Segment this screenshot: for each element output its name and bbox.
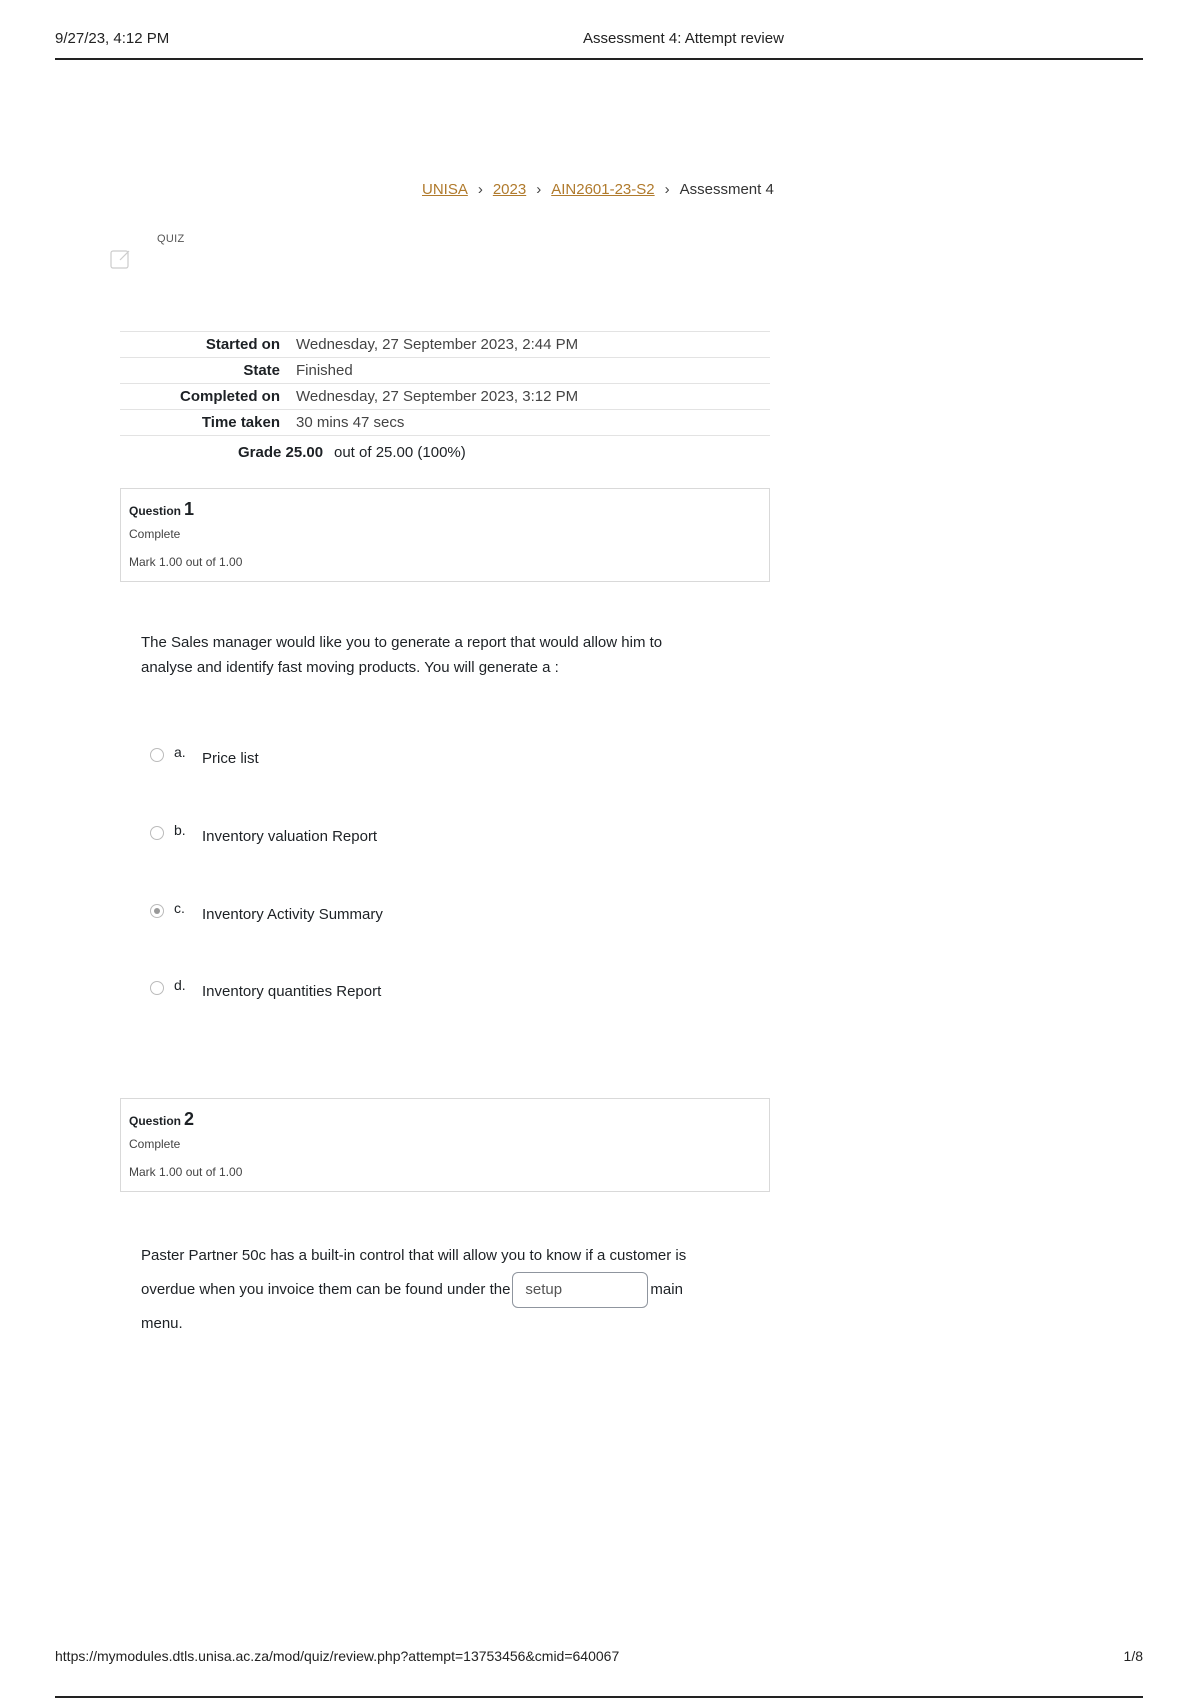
chevron-right-icon: ›	[477, 181, 483, 198]
fill-in-blank-input[interactable]: setup	[512, 1272, 648, 1308]
activity-type-label: QUIZ	[157, 233, 185, 245]
attempt-summary-table	[120, 331, 770, 436]
completed-label: Completed on	[180, 388, 280, 405]
summary-row-state	[120, 358, 770, 384]
question-2-info	[120, 1098, 770, 1192]
footer-url: https://mymodules.dtls.unisa.ac.za/mod/quiz/review.php?attempt=13753456&cmid=640067	[55, 1648, 620, 1664]
page-number: 1/8	[1123, 1648, 1143, 1664]
question-2-text: Paster Partner 50c has a built-in control that will allow you to know if a customer is overdue when you invoice them can be found under the setup main menu.	[141, 1247, 687, 1332]
radio-button[interactable]	[150, 826, 164, 840]
question-number: Question 1	[129, 499, 195, 519]
breadcrumb-link-course[interactable]: AIN2601-23-S2	[551, 181, 655, 198]
print-date: 9/27/23, 4:12 PM	[55, 30, 170, 47]
state-value: Finished	[296, 362, 353, 379]
started-label: Started on	[205, 336, 280, 353]
state-label: State	[243, 362, 280, 379]
footer-divider	[55, 1696, 1143, 1698]
question-state: Complete	[129, 1137, 181, 1151]
radio-button[interactable]	[150, 981, 164, 995]
question-1-text: The Sales manager would like you to generate a report that would allow him to analyse and identify fast moving products. You will generate a :	[141, 634, 663, 676]
completed-value: Wednesday, 27 September 2023, 3:12 PM	[296, 388, 579, 405]
breadcrumb	[422, 181, 774, 198]
question-mark: Mark 1.00 out of 1.00	[129, 1165, 243, 1179]
breadcrumb-current: Assessment 4	[679, 181, 774, 198]
breadcrumb-link-unisa[interactable]: UNISA	[422, 181, 468, 198]
question-1-info	[120, 488, 770, 582]
question-mark: Mark 1.00 out of 1.00	[129, 555, 243, 569]
grade-label: Grade 25.00	[238, 444, 324, 461]
time-label: Time taken	[201, 414, 280, 431]
chevron-right-icon: ›	[536, 181, 542, 198]
summary-row-completed	[120, 384, 770, 410]
question-state: Complete	[129, 527, 181, 541]
radio-button[interactable]	[150, 748, 164, 762]
chevron-right-icon: ›	[664, 181, 670, 198]
print-header	[55, 28, 1143, 60]
time-value: 30 mins 47 secs	[296, 414, 405, 431]
quiz-icon	[110, 248, 132, 270]
breadcrumb-link-year[interactable]: 2023	[492, 181, 527, 198]
question-number: Question 2	[129, 1109, 195, 1129]
started-value: Wednesday, 27 September 2023, 2:44 PM	[296, 336, 579, 353]
grade-out-of: out of 25.00 (100%)	[334, 444, 466, 461]
summary-row-started	[120, 332, 770, 358]
print-title: Assessment 4: Attempt review	[583, 30, 784, 47]
summary-row-time	[120, 410, 770, 436]
radio-button-selected[interactable]	[150, 904, 164, 918]
